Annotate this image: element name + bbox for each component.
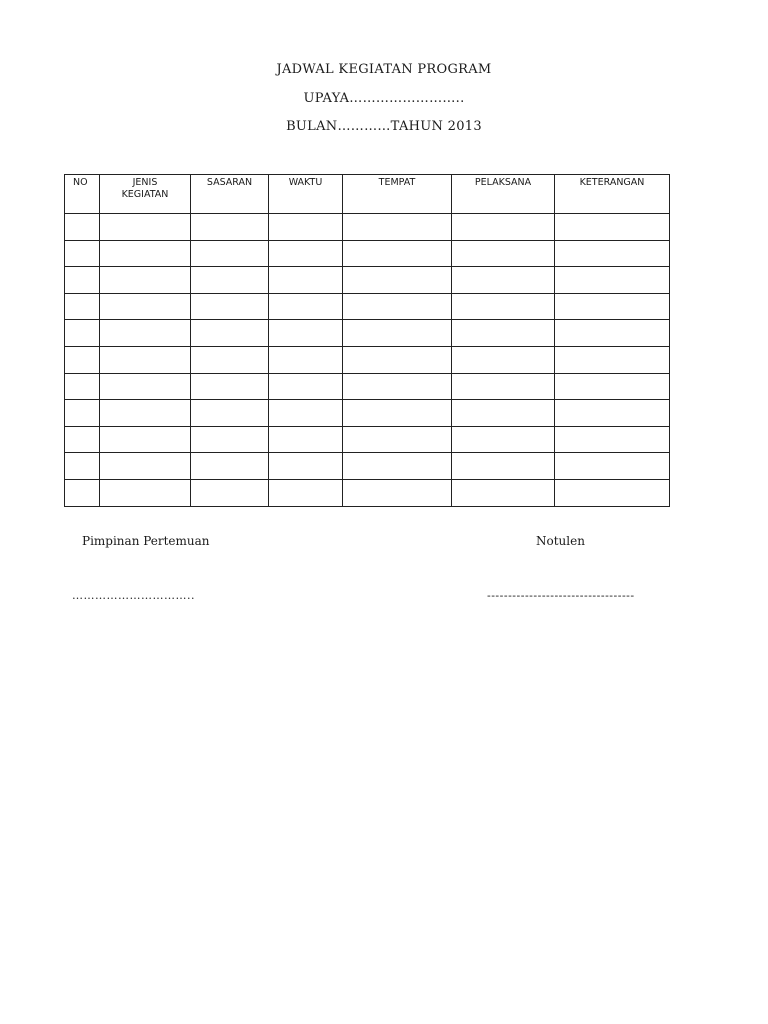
table-cell bbox=[452, 267, 555, 294]
table-cell bbox=[191, 267, 269, 294]
col-header-sasaran: SASARAN bbox=[191, 175, 269, 214]
table-cell bbox=[191, 479, 269, 506]
col-header-waktu: WAKTU bbox=[269, 175, 343, 214]
table-cell bbox=[65, 293, 100, 320]
table-row bbox=[65, 293, 670, 320]
table-cell bbox=[269, 214, 343, 241]
table-body bbox=[65, 214, 670, 507]
table-cell bbox=[343, 479, 452, 506]
notulen-signature-line: ----------------------------------- bbox=[487, 589, 635, 602]
table-cell bbox=[65, 240, 100, 267]
table-cell bbox=[343, 346, 452, 373]
table-cell bbox=[191, 373, 269, 400]
table-cell bbox=[65, 320, 100, 347]
table-cell bbox=[555, 320, 670, 347]
table-cell bbox=[100, 240, 191, 267]
table-cell bbox=[555, 479, 670, 506]
document-title: JADWAL KEGIATAN PROGRAM bbox=[276, 62, 492, 77]
table-cell bbox=[100, 453, 191, 480]
table-cell bbox=[452, 373, 555, 400]
table-cell bbox=[269, 453, 343, 480]
table-cell bbox=[452, 240, 555, 267]
table-cell bbox=[100, 373, 191, 400]
col-header-no: NO bbox=[65, 175, 100, 214]
pimpinan-signature-line: ………………………….. bbox=[72, 589, 195, 602]
table-cell bbox=[555, 373, 670, 400]
table-cell bbox=[191, 346, 269, 373]
table-cell bbox=[269, 373, 343, 400]
table-cell bbox=[343, 453, 452, 480]
table-cell bbox=[269, 320, 343, 347]
table-cell bbox=[452, 346, 555, 373]
table-cell bbox=[452, 400, 555, 427]
table-cell bbox=[65, 400, 100, 427]
table-row bbox=[65, 267, 670, 294]
table-cell bbox=[343, 214, 452, 241]
table-cell bbox=[191, 293, 269, 320]
col-header-keterangan: KETERANGAN bbox=[555, 175, 670, 214]
table-row bbox=[65, 373, 670, 400]
table-cell bbox=[555, 293, 670, 320]
table-cell bbox=[555, 426, 670, 453]
table-cell bbox=[269, 293, 343, 320]
table-cell bbox=[100, 400, 191, 427]
upaya-line: UPAYA…………………….. bbox=[303, 91, 465, 106]
table-cell bbox=[65, 373, 100, 400]
table-cell bbox=[65, 453, 100, 480]
table-row bbox=[65, 453, 670, 480]
table-row bbox=[65, 320, 670, 347]
table-cell bbox=[269, 426, 343, 453]
table-cell bbox=[452, 214, 555, 241]
table-cell bbox=[191, 453, 269, 480]
table-cell bbox=[100, 346, 191, 373]
table-cell bbox=[452, 320, 555, 347]
table-cell bbox=[452, 293, 555, 320]
table-cell bbox=[100, 320, 191, 347]
table-row bbox=[65, 346, 670, 373]
table-cell bbox=[555, 240, 670, 267]
notulen-label: Notulen bbox=[536, 534, 585, 548]
schedule-table bbox=[64, 174, 670, 507]
table-cell bbox=[555, 346, 670, 373]
col-header-tempat: TEMPAT bbox=[343, 175, 452, 214]
table-cell bbox=[65, 426, 100, 453]
table-cell bbox=[100, 267, 191, 294]
table-cell bbox=[100, 293, 191, 320]
table-row bbox=[65, 214, 670, 241]
pimpinan-label: Pimpinan Pertemuan bbox=[82, 534, 210, 548]
table-cell bbox=[343, 293, 452, 320]
table-cell bbox=[343, 240, 452, 267]
table-cell bbox=[452, 426, 555, 453]
table-cell bbox=[343, 426, 452, 453]
table-cell bbox=[100, 214, 191, 241]
col-header-pelaksana: PELAKSANA bbox=[452, 175, 555, 214]
table-row bbox=[65, 479, 670, 506]
table-header-row bbox=[65, 175, 670, 214]
table-cell bbox=[191, 214, 269, 241]
table-cell bbox=[343, 320, 452, 347]
table-cell bbox=[269, 240, 343, 267]
table-cell bbox=[555, 267, 670, 294]
table-cell bbox=[343, 373, 452, 400]
table-cell bbox=[269, 346, 343, 373]
bulan-tahun-line: BULAN…………TAHUN 2013 bbox=[286, 119, 482, 134]
table-cell bbox=[269, 400, 343, 427]
table-cell bbox=[65, 346, 100, 373]
table-cell bbox=[555, 400, 670, 427]
table-cell bbox=[191, 400, 269, 427]
table-cell bbox=[65, 479, 100, 506]
table-cell bbox=[191, 320, 269, 347]
table-cell bbox=[65, 214, 100, 241]
table-cell bbox=[555, 214, 670, 241]
table-cell bbox=[191, 240, 269, 267]
table-row bbox=[65, 426, 670, 453]
table-cell bbox=[65, 267, 100, 294]
table-cell bbox=[100, 479, 191, 506]
table-cell bbox=[452, 479, 555, 506]
table-cell bbox=[269, 267, 343, 294]
table-cell bbox=[555, 453, 670, 480]
table-row bbox=[65, 240, 670, 267]
table-cell bbox=[100, 426, 191, 453]
table-cell bbox=[343, 400, 452, 427]
col-header-jenis-kegiatan: JENIS KEGIATAN bbox=[100, 175, 191, 214]
table-cell bbox=[452, 453, 555, 480]
table-row bbox=[65, 400, 670, 427]
table-cell bbox=[269, 479, 343, 506]
table-cell bbox=[191, 426, 269, 453]
table-cell bbox=[343, 267, 452, 294]
